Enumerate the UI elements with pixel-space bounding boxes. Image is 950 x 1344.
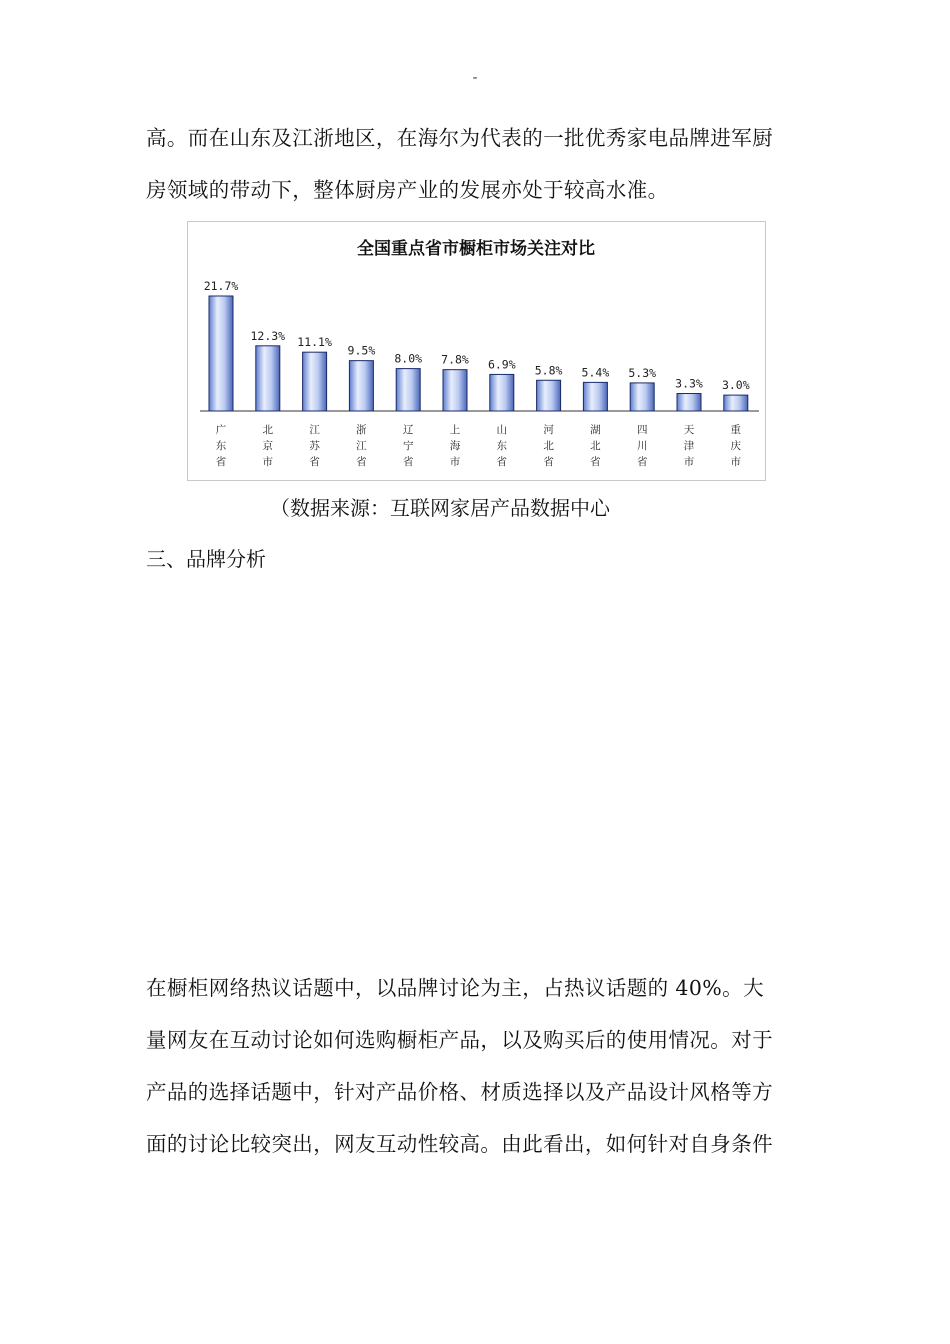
bar-广东省	[209, 296, 233, 411]
bar-浙江省	[349, 361, 373, 411]
bar-chart	[187, 221, 766, 481]
bar-四川省	[630, 383, 654, 411]
category-label: 江苏省	[309, 424, 320, 468]
category-label: 天津市	[683, 424, 695, 468]
bar-湖北省	[583, 382, 607, 411]
bar-chart-svg	[188, 222, 765, 480]
category-label: 北京市	[262, 424, 274, 468]
category-label: 重庆市	[730, 424, 742, 468]
text-line: 产品的选择话题中，针对产品价格、材质选择以及产品设计风格等方	[146, 1080, 773, 1104]
data-label: 8.0%	[394, 351, 423, 366]
data-label: 21.7%	[203, 279, 239, 293]
text-line: 房领域的带动下，整体厨房产业的发展亦处于较高水准。	[146, 178, 669, 202]
category-label: 湖北省	[590, 424, 601, 468]
category-label: 上海市	[449, 424, 461, 468]
data-label: 3.3%	[675, 376, 703, 391]
bar-山东省	[490, 374, 514, 411]
chart-caption: （数据来源：互联网家居产品数据中心	[270, 496, 610, 520]
bar-江苏省	[303, 352, 327, 411]
text-line: 在橱柜网络热议话题中，以品牌讨论为主，占热议话题的 40%。大	[146, 976, 764, 1000]
bar-天津市	[677, 394, 701, 411]
category-label: 四川省	[636, 424, 648, 468]
data-label: 6.9%	[487, 357, 516, 372]
text-line: 面的讨论比较突出，网友互动性较高。由此看出，如何针对自身条件	[146, 1132, 773, 1156]
category-label: 辽宁省	[402, 424, 414, 468]
bar-北京市	[256, 346, 280, 411]
bar-重庆市	[724, 395, 748, 411]
paragraph-intro	[146, 112, 811, 216]
data-label: 12.3%	[250, 328, 286, 343]
data-label: 3.0%	[721, 378, 750, 393]
category-label: 山东省	[496, 424, 508, 468]
data-label: 9.5%	[347, 343, 376, 358]
category-label: 河北省	[543, 424, 554, 468]
text-line: 量网友在互动讨论如何选购橱柜产品，以及购买后的使用情况。对于	[146, 1028, 773, 1052]
data-label: 5.4%	[581, 365, 610, 380]
chart-title: 全国重点省市橱柜市场关注对比	[357, 239, 595, 259]
paragraph-brand-analysis	[146, 962, 811, 1170]
category-label: 浙江省	[356, 424, 367, 468]
data-label: 5.8%	[534, 363, 563, 378]
bar-上海市	[443, 370, 467, 411]
bar-辽宁省	[396, 369, 420, 411]
data-label: 5.3%	[628, 365, 657, 380]
category-label: 广东省	[215, 424, 227, 468]
section-heading: 三、品牌分析	[146, 547, 266, 571]
data-label: 7.8%	[441, 352, 469, 367]
data-label: 11.1%	[297, 335, 332, 350]
page-header-mark: -	[472, 70, 478, 86]
bar-河北省	[537, 380, 561, 411]
text-line: 高。而在山东及江浙地区，在海尔为代表的一批优秀家电品牌进军厨	[146, 126, 773, 150]
